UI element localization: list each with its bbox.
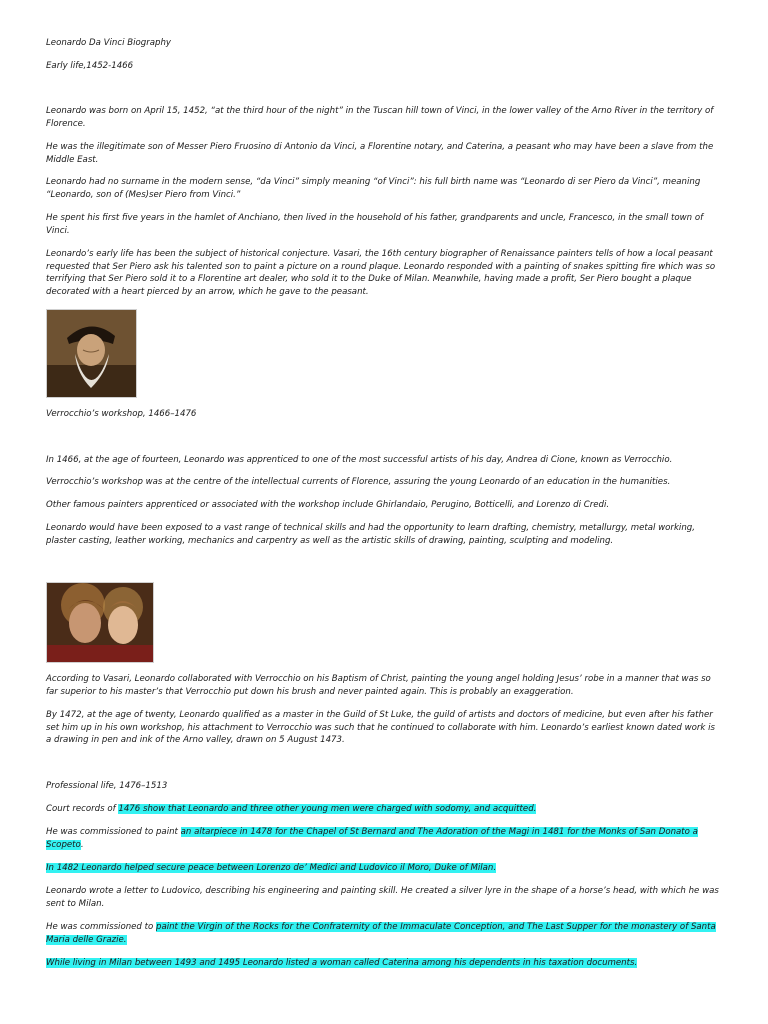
highlight-milan-caterina: While living in Milan between 1493 and 1495 Leonardo listed a woman called Caterina among his dependents in his taxation documents.: [46, 958, 638, 968]
document-title: Leonardo Da Vinci Biography: [46, 38, 171, 48]
paragraph-virgin-of-rocks: [46, 921, 722, 946]
paragraph-altarpiece-plain: He was commissioned to paint: [46, 827, 181, 837]
paragraph-apprenticed: In 1466, at the age of fourteen, Leonardo was apprenticed to one of the most successful artists of his day, Andrea di Cione, known as Verrocchio.: [46, 455, 673, 465]
section-heading-early-life: Early life,1452-1466: [46, 61, 134, 71]
paragraph-workshop: Verrocchio’s workshop was at the centre of the intellectual currents of Florence, assuring the young Leonardo of an education in the humanities.: [46, 477, 671, 487]
paragraph-other-painters: Other famous painters apprenticed or associated with the workshop include Ghirlandaio, Perugino, Botticelli, and Lorenzo di Credi.: [46, 500, 610, 510]
paragraph-court-records-plain: Court records of: [46, 804, 119, 814]
paragraph-birth: Leonardo was born on April 15, 1452, “at the third hour of the night” in the Tuscan hill town of Vinci, in the lower valley of the Arno River in the territory of Florence.: [46, 106, 714, 129]
paragraph-early-life: Leonardo’s early life has been the subject of historical conjecture. Vasari, the 16th century biographer of Renaissance painters tells of how a local peasant requested that Ser Piero ask his talented son to paint a picture on a round plaque. Leonardo responded with a painting of snakes spitting fire which was so terrifying that Ser Piero sold it to a Florentine art dealer, who sold it to the Duke of Milan. Meanwhile, having made a profit, Ser Piero bought a plaque decorated with a heart pierced by an arrow, which he gave to the peasant.: [46, 249, 716, 297]
highlight-peace: In 1482 Leonardo helped secure peace between Lorenzo de’ Medici and Ludovico il Moro, Duke of Milan.: [46, 863, 497, 873]
paragraph-milan-caterina: [46, 957, 722, 970]
paragraph-court-records: [46, 803, 722, 816]
paragraph-baptism-of-christ: According to Vasari, Leonardo collaborated with Verrocchio on his Baptism of Christ, painting the young angel holding Jesus’ robe in a manner that was so far superior to his master’s that Verrocchio put down his brush and never painted again. This is probably an exaggeration.: [46, 674, 711, 697]
paragraph-letter-ludovico: Leonardo wrote a letter to Ludovico, describing his engineering and painting skill. He created a silver lyre in the shape of a horse’s head, with which he was sent to Milan.: [46, 886, 719, 909]
paragraph-peace: [46, 862, 722, 875]
paragraph-altarpiece: [46, 826, 722, 851]
highlight-court-records: 1476 show that Leonardo and three other young men were charged with sodomy, and acquitted.: [118, 804, 537, 814]
paragraph-skills: Leonardo would have been exposed to a vast range of technical skills and had the opportunity to learn drafting, chemistry, metallurgy, metal working, plaster casting, leather working, mechanics and carpentry as well as the artistic skills of drawing, painting, sculpting and modeling.: [46, 523, 695, 546]
paragraph-surname: Leonardo had no surname in the modern sense, “da Vinci” simply meaning “of Vinci”: his full birth name was “Leonardo di ser Piero da Vinci”, meaning “Leonardo, son of (Mes)ser Piero from Vinci.”: [46, 177, 701, 200]
section-heading-verrocchio: Verrocchio’s workshop, 1466–1476: [46, 409, 197, 419]
paragraph-childhood: He spent his first five years in the hamlet of Anchiano, then lived in the household of his father, grandparents and uncle, Francesco, in the small town of Vinci.: [46, 213, 704, 236]
paragraph-parents: He was the illegitimate son of Messer Piero Fruosino di Antonio da Vinci, a Florentine notary, and Caterina, a peasant who may have been a slave from the Middle East.: [46, 142, 714, 165]
highlight-virgin-of-rocks: paint the Virgin of the Rocks for the Confraternity of the Immaculate Conception, and The Last Supper for the monastery of Santa Maria delle Grazie.: [46, 922, 716, 945]
section-heading-professional-life: Professional life, 1476–1513: [46, 781, 168, 791]
paragraph-guild: By 1472, at the age of twenty, Leonardo qualified as a master in the Guild of St Luke, the guild of artists and doctors of medicine, but even after his father set him up in his own workshop, his attachment to Verrocchio was such that he continued to collaborate with him. Leonardo’s earliest known dated work is a drawing in pen and ink of the Arno valley, drawn on 5 August 1473.: [46, 710, 715, 745]
highlight-altarpiece: an altarpiece in 1478 for the Chapel of St Bernard and The Adoration of the Magi in 1481 for the Monks of San Donato a Scopeto: [46, 827, 698, 850]
leonardo-portrait-image: [46, 309, 137, 398]
paragraph-virgin-of-rocks-plain: He was commissioned to: [46, 922, 156, 932]
paragraph-altarpiece-end: .: [80, 839, 84, 850]
baptism-angels-image: [46, 582, 154, 663]
